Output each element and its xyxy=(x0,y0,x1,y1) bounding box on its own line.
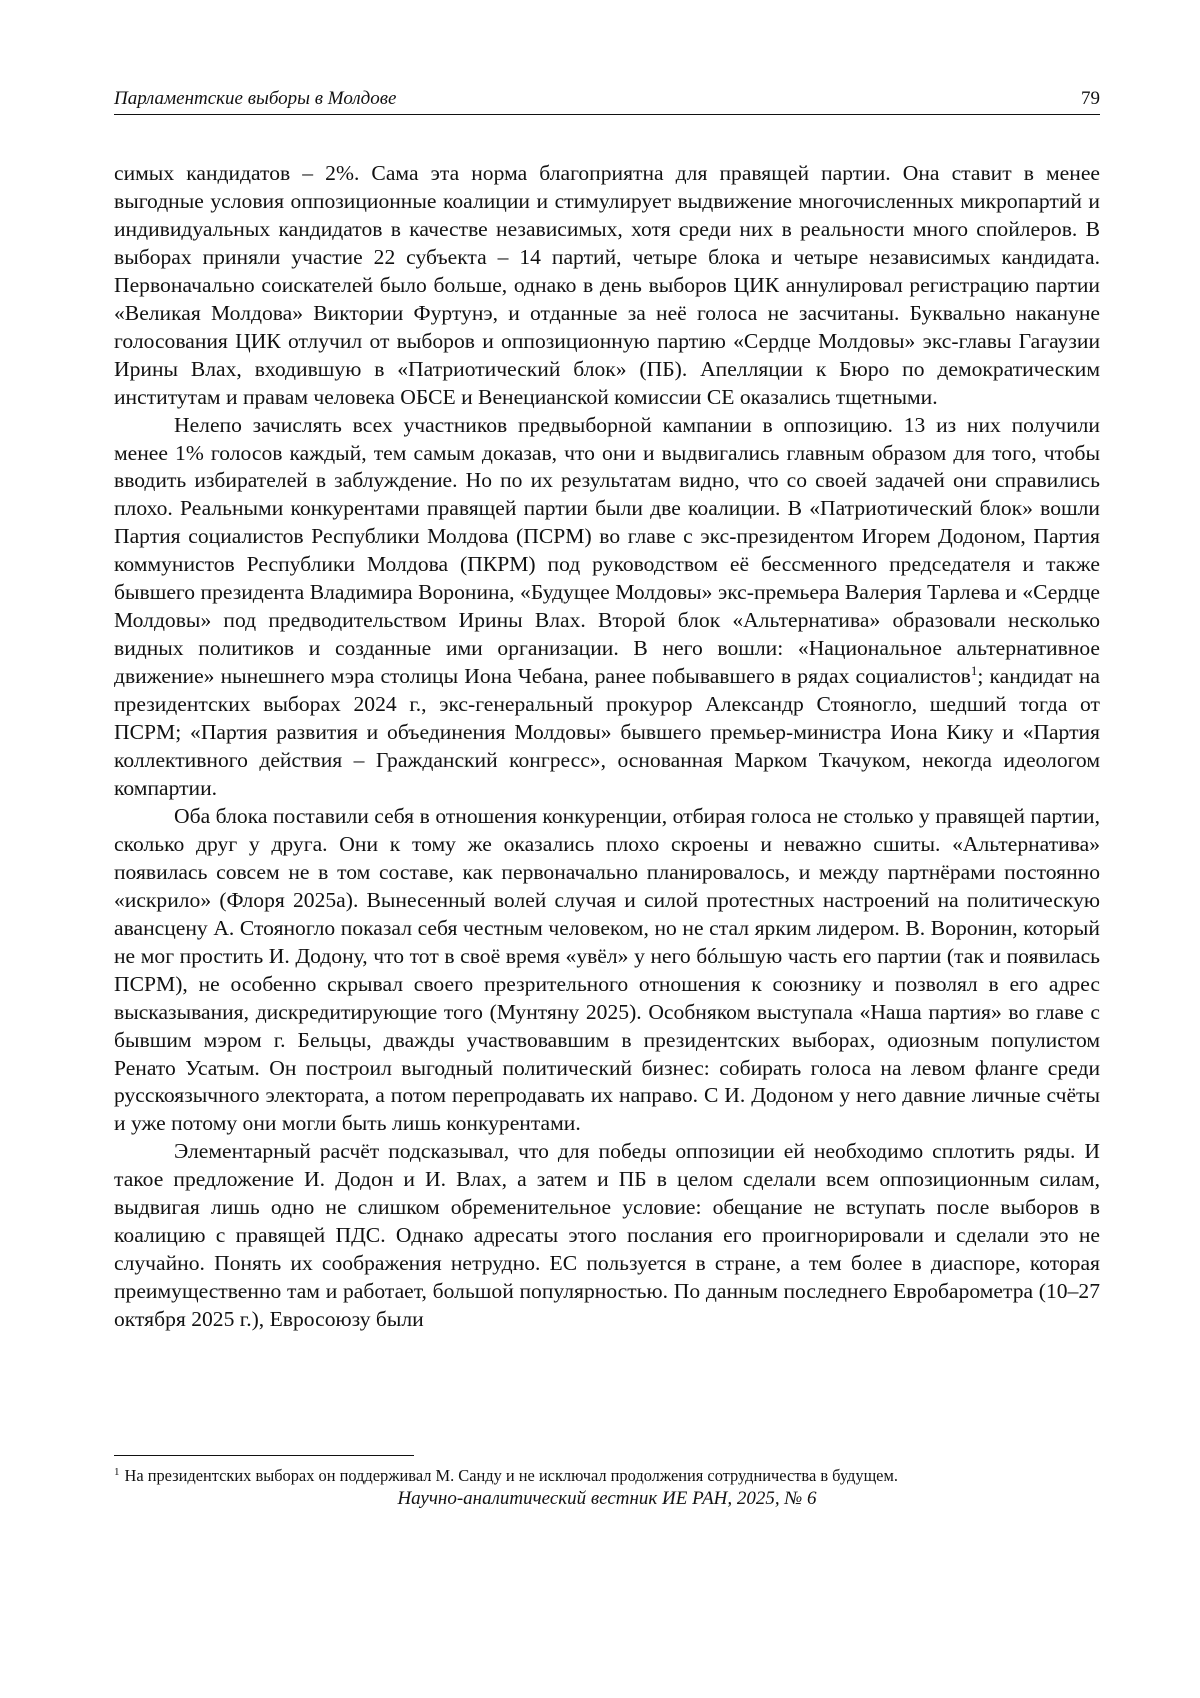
journal-footer: Научно-аналитический вестник ИЕ РАН, 2025, № 6 xyxy=(397,1488,817,1509)
paragraph-2-part-2: ; кандидат на президентских выборах 2024 г., экс-генеральный прокурор Александр Стояногло, шедший тогда от ПСРМ; «Партия развития и объединения Молдовы» бывшего премьер-министра Иона Кику и «Партия коллективного действия – Гражданский конгресс», основанная Марком Ткачуком, некогда идеологом компартии. xyxy=(114,664,1101,800)
footnote-reference-1: 1 xyxy=(970,662,978,678)
footnote-text: На президентских выборах он поддерживал М. Санду и не исключал продолжения сотрудничества в будущем. xyxy=(124,1466,898,1485)
page-number: 79 xyxy=(1081,88,1100,109)
running-title: Парламентские выборы в Молдове xyxy=(114,88,397,109)
paragraph-2-part-1: Нелепо зачислять всех участников предвыборной кампании в оппозицию. 13 из них получили менее 1% голосов каждый, тем самым доказав, что они и выдвигались главным образом для того, чтобы вводить избирателей в заблуждение. Но по их результатам видно, что со своей задачей они справились плохо. Реальными конкурентами правящей партии были две коалиции. В «Патриотический блок» вошли Партия социалистов Республики Молдова (ПСРМ) во главе с экс-президентом Игорем Додоном, Партия коммунистов Республики Молдова (ПКРМ) под руководством её бессменного председателя и также бывшего президента Владимира Воронина, «Будущее Молдовы» экс-премьера Валерия Тарлева и «Сердце Молдовы» под предводительством Ирины Влах. Второй блок «Альтернатива» образовали несколько видных политиков и созданные ими организации. В него вошли: «Национальное альтернативное движение» нынешнего мэра столицы Иона Чебана, ранее побывавшего в рядах социалистов xyxy=(114,412,1100,689)
paragraph-1: симых кандидатов – 2%. Сама эта норма благоприятна для правящей партии. Она ставит в менее выгодные условия оппозиционные коалиции и стимулирует выдвижение многочисленных микропартий и индивидуальных кандидатов в качестве независимых, хотя среди них в реальности много спойлеров. В выборах приняли участие 22 субъекта – 14 партий, четыре блока и четыре независимых кандидата. Первоначально соискателей было больше, однако в день выборов ЦИК аннулировал регистрацию партии «Великая Молдова» Виктории Фуртунэ, и отданные за неё голоса не засчитаны. Буквально накануне голосования ЦИК отлучил от выборов и оппозиционную партию «Сердце Молдовы» экс-главы Гагаузии Ирины Влах, входившую в «Патриотический блок» (ПБ). Апелляции к Бюро по демократическим институтам и правам человека ОБСЕ и Венецианской комиссии СЕ оказались тщетными. xyxy=(114,161,1100,409)
article-body xyxy=(114,160,1100,1334)
footnote-marker: 1 xyxy=(114,1465,120,1478)
running-header xyxy=(114,86,1100,115)
paragraph-4: Элементарный расчёт подсказывал, что для победы оппозиции ей необходимо сплотить ряды. И такое предложение И. Додон и И. Влах, а затем и ПБ в целом сделали всем оппозиционным силам, выдвигая лишь одно не слишком обременительное условие: обещание не вступать после выборов в коалицию с правящей ПДС. Однако адресаты этого послания его проигнорировали и сделали это не случайно. Понять их соображения нетрудно. ЕС пользуется в стране, а тем более в диаспоре, которая преимущественно там и работает, большой популярностью. По данным последнего Евробарометра (10–27 октября 2025 г.), Евросоюзу были xyxy=(114,1139,1100,1332)
paragraph-3: Оба блока поставили себя в отношения конкуренции, отбирая голоса не столько у правящей партии, сколько друг у друга. Они к тому же оказались плохо скроены и неважно сшиты. «Альтернатива» появилась совсем не в том составе, как первоначально планировалось, и между партнёрами постоянно «искрило» (Флоря 2025а). Вынесенный волей случая и силой протестных настроений на политическую авансцену А. Стояногло показал себя честным человеком, но не стал ярким лидером. В. Воронин, который не мог простить И. Додону, что тот в своё время «увёл» у него бóльшую часть его партии (так и появилась ПСРМ), не особенно скрывал своего презрительного отношения к союзнику и позволял в его адрес высказывания, дискредитирующие того (Мунтяну 2025). Особняком выступала «Наша партия» во главе с бывшим мэром г. Бельцы, дважды участвовавшим в президентских выборах, одиозным популистом Ренато Усатым. Он построил выгодный политический бизнес: собирать голоса на левом фланге среди русскоязычного электората, а потом перепродавать их направо. С И. Додоном у него давние личные счёты и уже потому они могли быть лишь конкурентами. xyxy=(114,803,1100,1136)
footnote xyxy=(114,1465,1100,1487)
paragraph-2 xyxy=(114,412,1100,803)
footnote-divider xyxy=(114,1455,414,1456)
